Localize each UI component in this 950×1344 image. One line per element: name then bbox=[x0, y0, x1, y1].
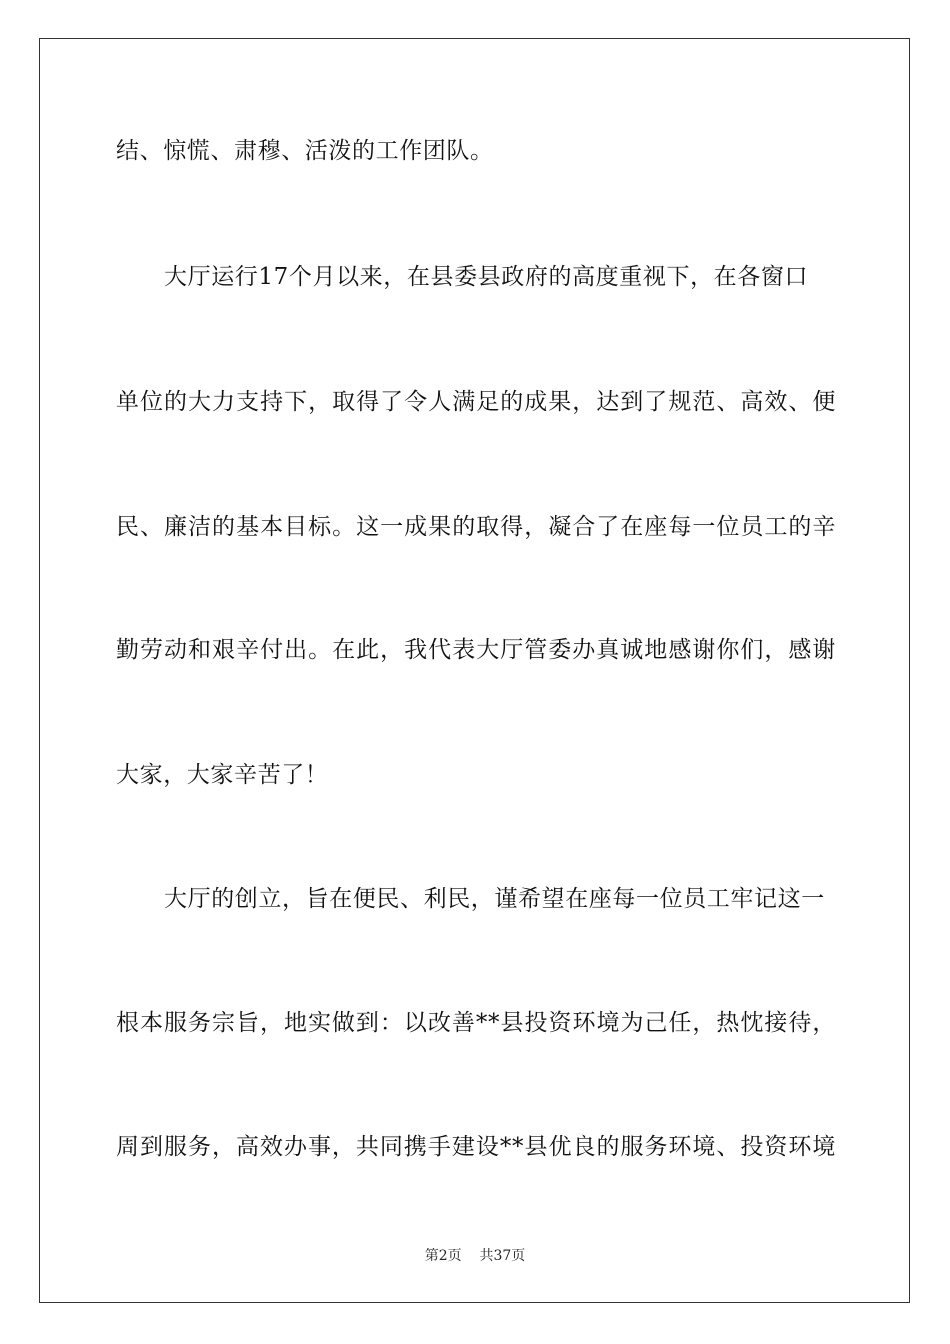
text-line: 大厅的创立，旨在便民、利民，谨希望在座每一位员工牢记这一 bbox=[164, 886, 825, 912]
text-line: 周到服务，高效办事，共同携手建设**县优良的服务环境、投资环境 bbox=[116, 1134, 836, 1160]
page-total: 共37页 bbox=[479, 1248, 526, 1264]
text-line: 勤劳动和艰辛付出。在此，我代表大厅管委办真诚地感谢你们，感谢 bbox=[116, 637, 836, 663]
text-line: 民、廉洁的基本目标。这一成果的取得，凝合了在座每一位员工的辛 bbox=[116, 514, 836, 540]
page-number: 第2页 bbox=[424, 1248, 462, 1264]
text-line: 结、惊慌、肃穆、活泼的工作团队。 bbox=[116, 138, 494, 164]
text-line: 根本服务宗旨，地实做到：以改善**县投资环境为己任，热忱接待， bbox=[116, 1010, 836, 1036]
page-border bbox=[39, 38, 910, 1303]
text-line: 单位的大力支持下，取得了令人满足的成果，达到了规范、高效、便 bbox=[116, 389, 836, 415]
text-line: 大厅运行17个月以来，在县委县政府的高度重视下，在各窗口 bbox=[164, 264, 809, 290]
page-footer bbox=[0, 1247, 950, 1265]
text-line: 大家，大家辛苦了！ bbox=[116, 762, 329, 788]
